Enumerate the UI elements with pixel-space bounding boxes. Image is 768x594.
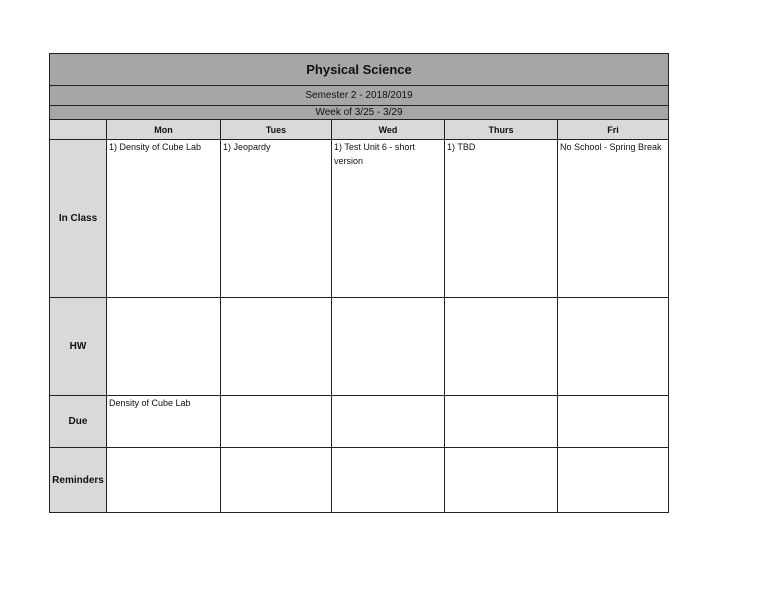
row-reminders — [50, 448, 669, 513]
cell-in-class-wed — [332, 140, 445, 298]
semester-row — [50, 86, 669, 106]
cell-hw-thurs — [445, 298, 558, 396]
cell-in-class-tues — [221, 140, 332, 298]
cell-text: 1) Test Unit 6 - short version — [334, 142, 415, 166]
row-hw — [50, 298, 669, 396]
cell-hw-tues — [221, 298, 332, 396]
day-header-fri: Fri — [558, 120, 669, 140]
row-label-reminders: Reminders — [50, 448, 107, 513]
page-title: Physical Science — [50, 54, 669, 86]
cell-text: No School - Spring Break — [560, 142, 662, 152]
day-header-thurs: Thurs — [445, 120, 558, 140]
day-header-row — [50, 120, 669, 140]
title-row — [50, 54, 669, 86]
cell-due-wed — [332, 396, 445, 448]
cell-text: 1) TBD — [447, 142, 476, 152]
cell-hw-fri — [558, 298, 669, 396]
day-header-tues: Tues — [221, 120, 332, 140]
semester-label: Semester 2 - 2018/2019 — [50, 86, 669, 106]
week-label: Week of 3/25 - 3/29 — [50, 106, 669, 120]
cell-text: 1) Jeopardy — [223, 142, 271, 152]
row-label-due: Due — [50, 396, 107, 448]
cell-hw-wed — [332, 298, 445, 396]
day-header-wed: Wed — [332, 120, 445, 140]
cell-due-mon — [107, 396, 221, 448]
cell-text: Density of Cube Lab — [109, 398, 191, 408]
row-due — [50, 396, 669, 448]
schedule-table — [49, 53, 669, 513]
cell-reminders-fri — [558, 448, 669, 513]
cell-due-thurs — [445, 396, 558, 448]
cell-reminders-mon — [107, 448, 221, 513]
cell-due-tues — [221, 396, 332, 448]
cell-in-class-thurs — [445, 140, 558, 298]
cell-reminders-tues — [221, 448, 332, 513]
cell-text: 1) Density of Cube Lab — [109, 142, 202, 152]
cell-in-class-fri — [558, 140, 669, 298]
cell-reminders-wed — [332, 448, 445, 513]
cell-reminders-thurs — [445, 448, 558, 513]
cell-hw-mon — [107, 298, 221, 396]
day-header-mon: Mon — [107, 120, 221, 140]
row-label-hw: HW — [50, 298, 107, 396]
row-in-class — [50, 140, 669, 298]
corner-cell — [50, 120, 107, 140]
cell-due-fri — [558, 396, 669, 448]
week-row — [50, 106, 669, 120]
row-label-in-class: In Class — [50, 140, 107, 298]
cell-in-class-mon — [107, 140, 221, 298]
